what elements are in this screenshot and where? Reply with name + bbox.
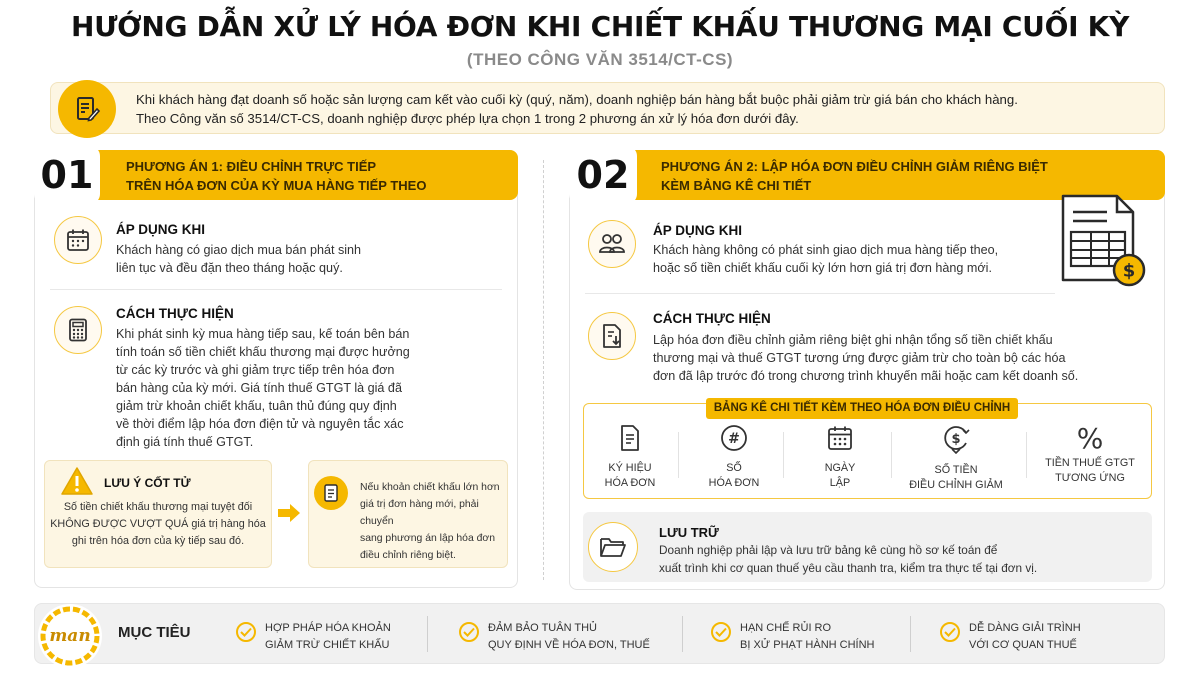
goal-item xyxy=(711,620,875,654)
storage-title: LƯU TRỮ xyxy=(659,525,719,540)
text-line: Khi phát sinh kỳ mua hàng tiếp sau, kế toán bên bán xyxy=(116,327,410,341)
option1-title-line: PHƯƠNG ÁN 1: ĐIỀU CHỈNH TRỰC TIẾP xyxy=(126,159,377,174)
folder-icon xyxy=(588,522,638,572)
text-line: KHÔNG ĐƯỢC VƯỢT QUÁ giá trị hàng hóa xyxy=(50,518,266,530)
dashed-separator xyxy=(543,160,544,580)
text-line: ghi trên hóa đơn của kỳ tiếp sau đó. xyxy=(71,535,245,547)
check-icon xyxy=(711,622,731,642)
calculator-icon xyxy=(54,306,102,354)
svg-text:$: $ xyxy=(1122,260,1136,282)
text-line: Khách hàng không có phát sinh giao dịch mua hàng tiếp theo, xyxy=(653,243,999,257)
goal-line: VỚI CƠ QUAN THUẾ xyxy=(969,639,1077,651)
goal-item xyxy=(236,620,391,654)
text-line: sang phương án lập hóa đơn xyxy=(360,533,495,544)
detail-table-title: BẢNG KÊ CHI TIẾT KÈM THEO HÓA ĐƠN ĐIỀU CHỈNH xyxy=(706,398,1018,419)
goal-line: HỢP PHÁP HÓA KHOẢN xyxy=(265,622,391,634)
table-column xyxy=(1034,424,1146,486)
users-icon xyxy=(588,220,636,268)
goal-divider xyxy=(682,616,683,652)
option1-apply-title: ÁP DỤNG KHI xyxy=(116,222,206,237)
goal-text xyxy=(969,620,1081,654)
column-label xyxy=(1034,456,1146,486)
option2-method-title: CÁCH THỰC HIỆN xyxy=(653,311,771,326)
text-line: Số tiền chiết khấu thương mại tuyệt đối xyxy=(63,501,253,513)
divider xyxy=(585,293,1055,294)
text-line: định giá tính thuế GTGT. xyxy=(116,435,254,449)
option1-title xyxy=(126,157,426,195)
page-title: HƯỚNG DẪN XỬ LÝ HÓA ĐƠN KHI CHIẾT KHẤU THƯƠNG MẠI CUỐI KỲ xyxy=(70,10,1130,43)
calendar-icon xyxy=(54,216,102,264)
label-line: SỐ TIỀN xyxy=(934,464,978,476)
text-line: Nếu khoản chiết khấu lớn hơn xyxy=(360,482,500,493)
text-line: điều chỉnh riêng biệt. xyxy=(360,550,456,561)
option2-method-text xyxy=(653,331,1143,385)
option1-apply-text xyxy=(116,241,506,277)
goal-line: GIẢM TRỪ CHIẾT KHẤU xyxy=(265,639,390,651)
text-line: Lập hóa đơn điều chỉnh giảm riêng biệt ghi nhận tổng số tiền chiết khấu xyxy=(653,333,1053,347)
goal-line: BỊ XỬ PHẠT HÀNH CHÍNH xyxy=(740,639,875,651)
page-subtitle: (THEO CÔNG VĂN 3514/CT-CS) xyxy=(466,50,734,69)
svg-text:$: $ xyxy=(951,432,961,447)
money-icon xyxy=(942,424,970,454)
text-line: Khách hàng có giao dịch mua bán phát sinh xyxy=(116,243,362,257)
label-line: ĐIỀU CHỈNH GIẢM xyxy=(909,479,1003,491)
text-line: bán hàng của kỳ mới. Giá tính thuế GTGT là giá đã xyxy=(116,381,402,395)
hash-icon xyxy=(720,424,748,452)
label-line: TƯƠNG ỨNG xyxy=(1055,472,1125,484)
text-line: về thời điểm lập hóa đơn điện tử và nguyên tắc xác xyxy=(116,417,404,431)
option2-apply-title: ÁP DỤNG KHI xyxy=(653,223,743,238)
arrow-right-icon xyxy=(276,502,302,529)
text-line: thương mại và thuế GTGT tương ứng được giảm trừ cho toàn bộ các hóa xyxy=(653,351,1066,365)
option1-number: 01 xyxy=(34,146,100,204)
label-line: TIỀN THUẾ GTGT xyxy=(1045,457,1135,469)
logo-ring xyxy=(38,604,102,668)
text-line: đơn đã lập trước đó trong chương trình khuyến mãi hoặc cam kết doanh số. xyxy=(653,369,1079,383)
document-download-icon xyxy=(588,312,636,360)
table-column xyxy=(902,424,1010,493)
column-divider xyxy=(1026,432,1027,478)
option1-method-text xyxy=(116,325,508,451)
goal-line: ĐẢM BẢO TUÂN THỦ xyxy=(488,622,597,634)
label-line: KÝ HIỆU xyxy=(608,462,652,474)
column-label xyxy=(680,461,788,491)
warning-text xyxy=(50,499,266,550)
column-label xyxy=(786,461,894,491)
intro-line: Theo Công văn số 3514/CT-CS, doanh nghiệp được phép lựa chọn 1 trong 2 phương án xử lý hóa đơn dưới đây. xyxy=(136,111,799,126)
check-icon xyxy=(940,622,960,642)
option1-method-title: CÁCH THỰC HIỆN xyxy=(116,306,234,321)
brand-logo xyxy=(38,604,102,668)
goal-line: DỄ DÀNG GIẢI TRÌNH xyxy=(969,622,1081,634)
column-divider xyxy=(783,432,784,478)
svg-text:#: # xyxy=(728,431,740,447)
intro-line: Khi khách hàng đạt doanh số hoặc sản lượng cam kết vào cuối kỳ (quý, năm), doanh nghiệp bán hàng bắt buộc phải giảm trừ giá bán cho khách hàng. xyxy=(136,92,1018,107)
text-line: từ các kỳ trước và ghi giảm trực tiếp trên hóa đơn xyxy=(116,363,395,377)
label-line: SỐ xyxy=(726,462,742,474)
text-line: tính toán số tiền chiết khấu thương mại được hưởng xyxy=(116,345,410,359)
document-icon xyxy=(619,424,641,452)
text-line: giá trị đơn hàng mới, phải chuyển xyxy=(360,499,479,527)
goal-item xyxy=(459,620,650,654)
option1-title-line: TRÊN HÓA ĐƠN CỦA KỲ MUA HÀNG TIẾP THEO xyxy=(126,178,427,193)
goals-title: MỤC TIÊU xyxy=(118,624,191,641)
document-icon xyxy=(314,476,348,510)
logo-text: man xyxy=(49,626,91,646)
text-line: liên tục và đều đặn theo tháng hoặc quý. xyxy=(116,261,343,275)
label-line: HÓA ĐƠN xyxy=(708,477,760,489)
note-text xyxy=(360,479,506,564)
goal-divider xyxy=(910,616,911,652)
text-line: hoặc số tiền chiết khấu cuối kỳ lớn hơn giá trị đơn hàng mới. xyxy=(653,261,992,275)
column-label xyxy=(902,463,1010,493)
label-line: HÓA ĐƠN xyxy=(604,477,656,489)
option2-title-line: KÈM BẢNG KÊ CHI TIẾT xyxy=(661,178,812,193)
goal-text xyxy=(740,620,875,654)
table-column xyxy=(786,424,894,491)
storage-text xyxy=(659,541,1139,577)
goal-divider xyxy=(427,616,428,652)
option2-apply-text xyxy=(653,241,1053,277)
table-column xyxy=(576,424,684,491)
label-line: NGÀY xyxy=(824,462,856,474)
option2-title xyxy=(661,157,1048,195)
column-divider xyxy=(891,432,892,478)
goal-text xyxy=(488,620,650,654)
column-divider xyxy=(678,432,679,478)
document-edit-icon xyxy=(58,80,116,138)
goal-line: HẠN CHẾ RỦI RO xyxy=(740,622,832,634)
check-icon xyxy=(236,622,256,642)
intro-text xyxy=(136,90,1146,128)
goal-item xyxy=(940,620,1081,654)
warning-title: LƯU Ý CỐT TỬ xyxy=(104,476,191,490)
text-line: xuất trình khi cơ quan thuế yêu cầu thanh tra, kiểm tra thực tế tại đơn vị. xyxy=(659,561,1038,575)
check-icon xyxy=(459,622,479,642)
percent-icon: % xyxy=(1076,422,1104,455)
column-label xyxy=(576,461,684,491)
option2-title-line: PHƯƠNG ÁN 2: LẬP HÓA ĐƠN ĐIỀU CHỈNH GIẢM RIÊNG BIỆT xyxy=(661,159,1048,174)
label-line: LẬP xyxy=(829,477,851,489)
table-column xyxy=(680,424,788,491)
invoice-table-icon xyxy=(1057,192,1151,293)
goal-text xyxy=(265,620,391,654)
calendar-icon xyxy=(826,424,854,452)
option2-number: 02 xyxy=(569,146,637,204)
text-line: Doanh nghiệp phải lập và lưu trữ bảng kê cùng hồ sơ kế toán để xyxy=(659,543,998,557)
text-line: giảm trừ khoản chiết khấu, tuân thủ đúng quy định xyxy=(116,399,397,413)
warning-icon xyxy=(60,466,94,501)
divider xyxy=(50,289,502,290)
goal-line: QUY ĐỊNH VỀ HÓA ĐƠN, THUẾ xyxy=(488,639,650,651)
